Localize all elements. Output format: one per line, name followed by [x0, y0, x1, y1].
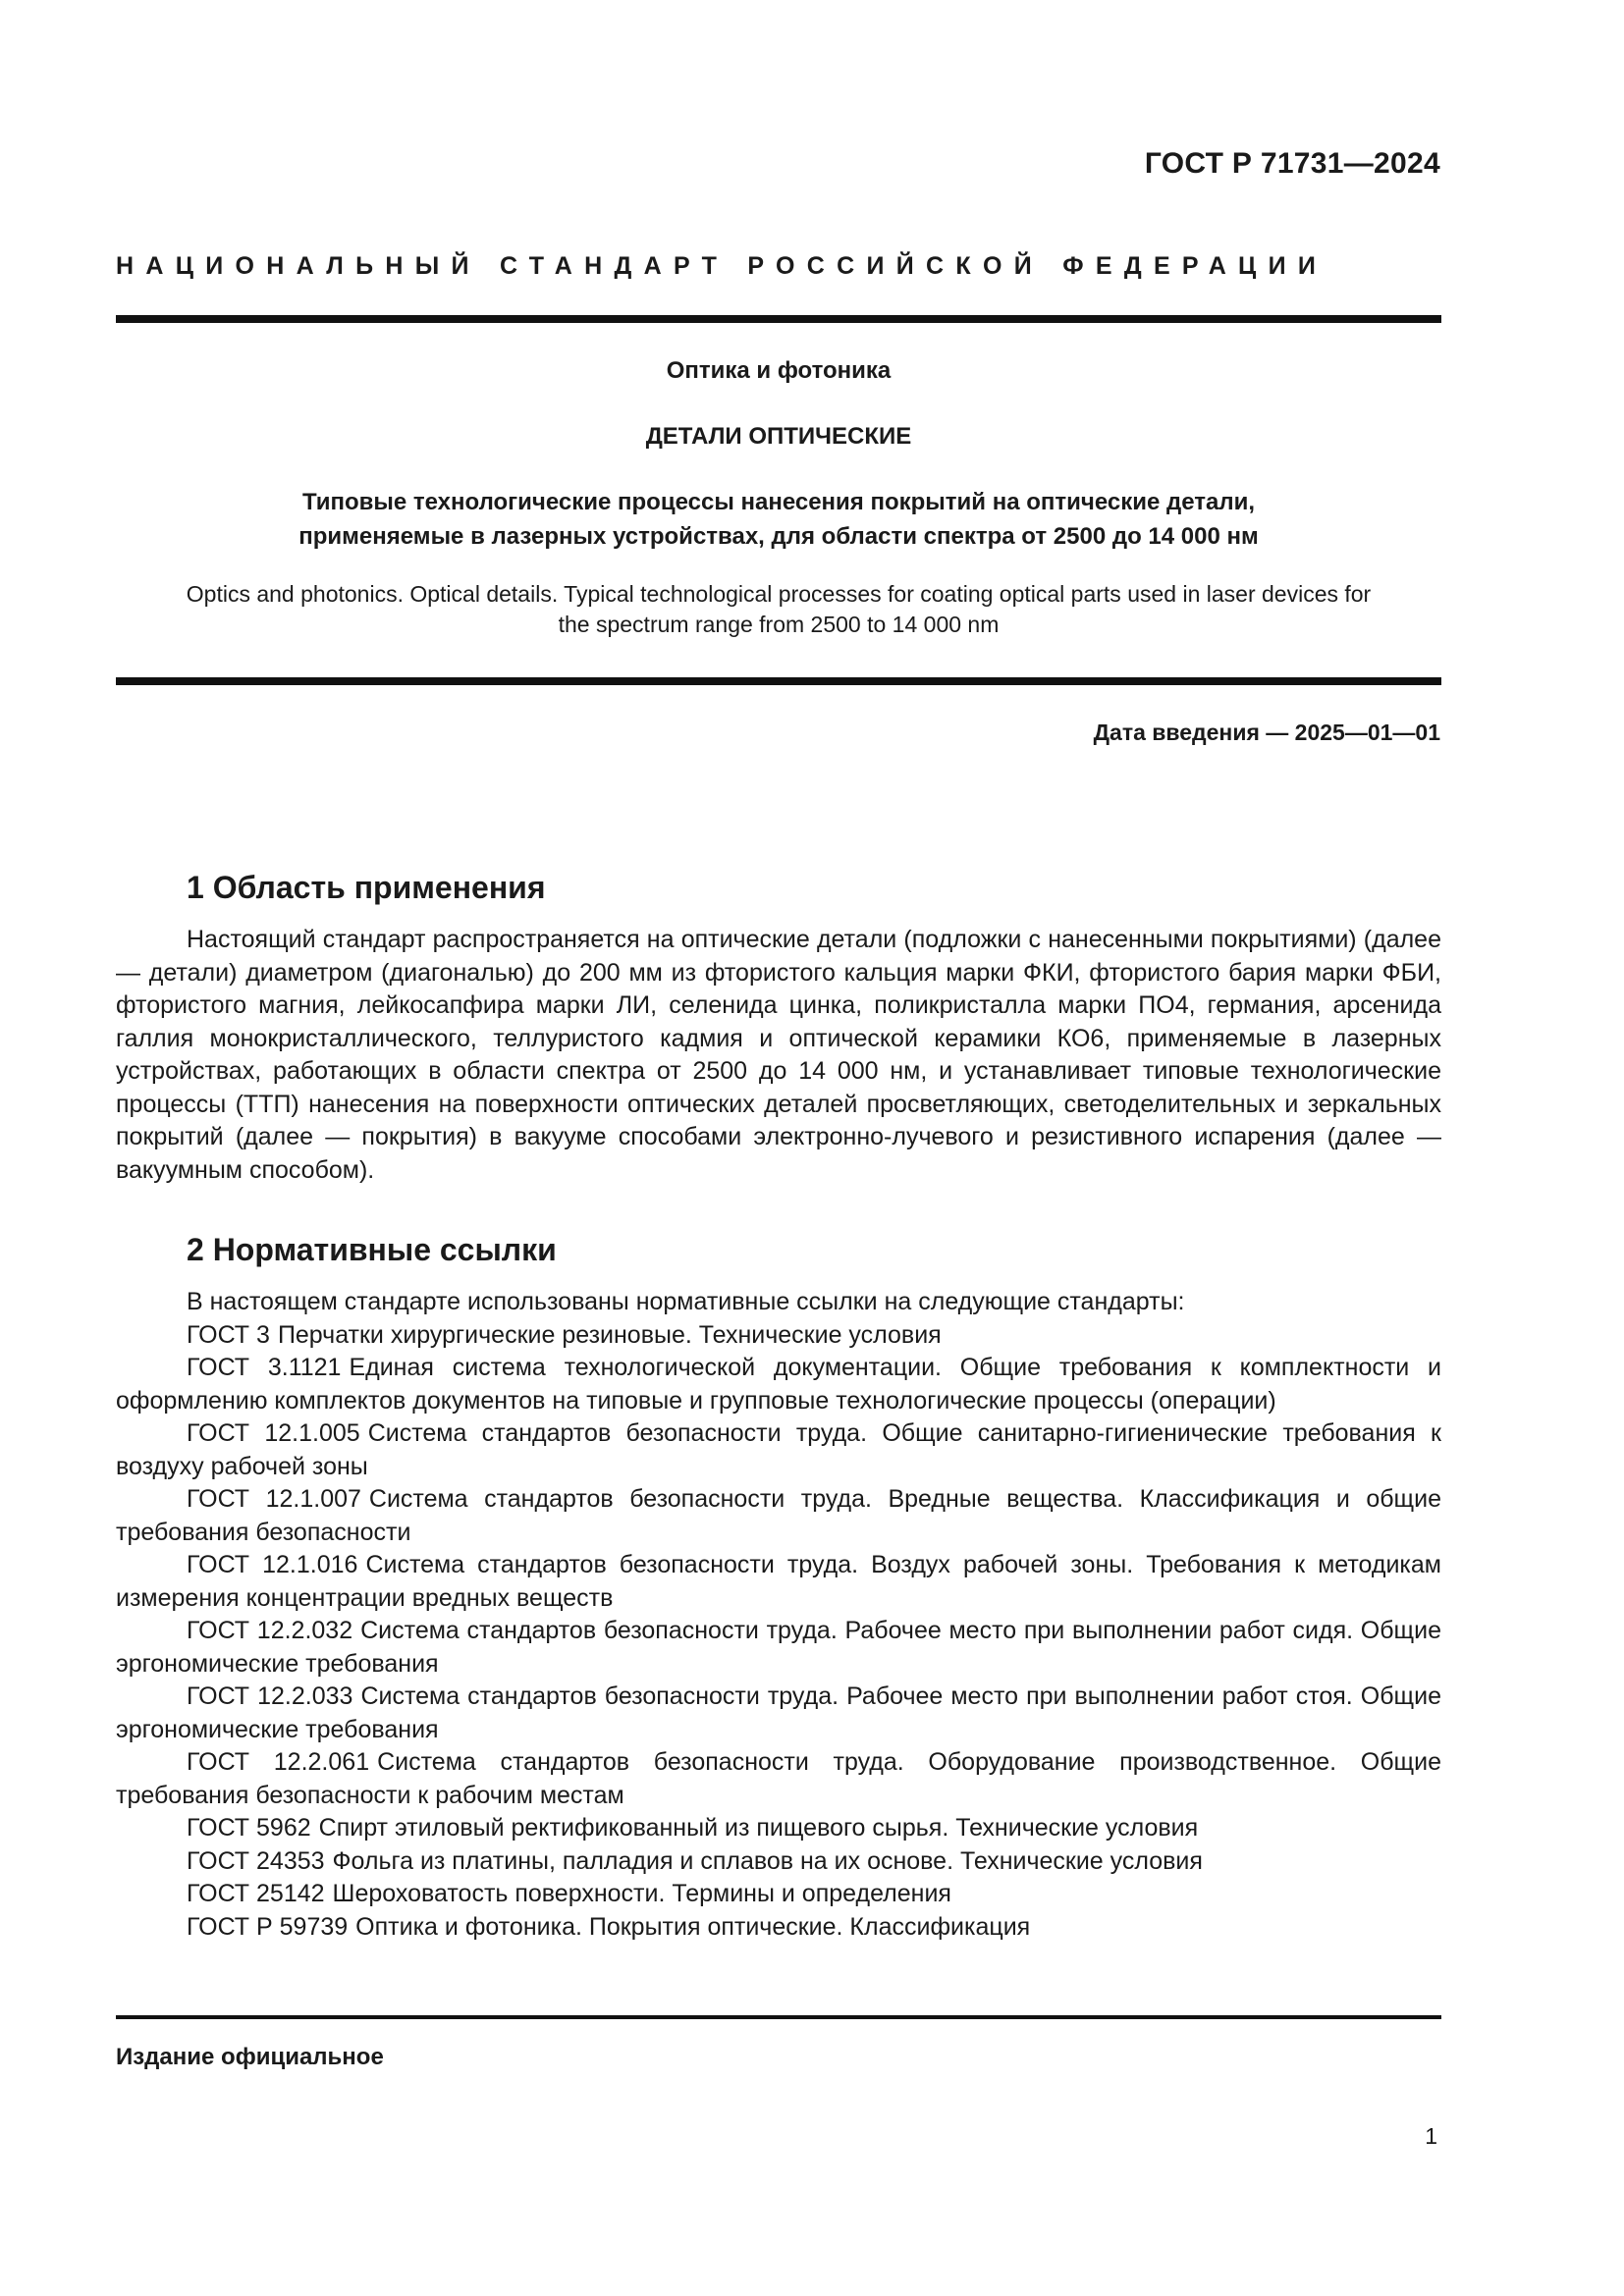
topic-heading: Оптика и фотоника	[666, 357, 892, 384]
reference-code: ГОСТ 3	[187, 1320, 270, 1349]
section-lead-paragraph: В настоящем стандарте использованы нормативные ссылки на следующие стандарты:	[187, 1288, 1185, 1315]
reference-code: ГОСТ 5962	[187, 1814, 311, 1842]
russian-title	[116, 485, 1441, 554]
reference-item	[116, 1878, 1441, 1911]
english-title-line-2: the spectrum range from 2500 to 14 000 nm	[558, 612, 1000, 637]
reference-item	[116, 1319, 1441, 1353]
footer-rule	[116, 2015, 1441, 2019]
reference-item	[116, 1352, 1441, 1417]
reference-code: ГОСТ 12.2.033	[187, 1682, 353, 1710]
page-number: 1	[1425, 2123, 1437, 2149]
document-number: ГОСТ Р 71731—2024	[1144, 147, 1440, 180]
reference-code: ГОСТ 12.2.032	[187, 1617, 353, 1644]
reference-item	[116, 1615, 1441, 1681]
russian-title-line-1: Типовые технологические процессы нанесения покрытий на оптические детали,	[301, 489, 1256, 515]
reference-item	[116, 1681, 1441, 1746]
reference-item	[116, 1483, 1441, 1549]
reference-text: Спирт этиловый ректификованный из пищевого сырья. Технические условия	[318, 1814, 1199, 1842]
introduction-date: Дата введения — 2025—01—01	[1093, 720, 1440, 745]
reference-code: ГОСТ 12.1.005	[187, 1419, 360, 1447]
english-title	[116, 579, 1441, 640]
reference-item	[116, 1549, 1441, 1615]
section-scope	[116, 870, 1441, 1187]
reference-text: Перчатки хирургические резиновые. Технические условия	[277, 1320, 942, 1349]
part-title: ДЕТАЛИ ОПТИЧЕСКИЕ	[645, 423, 912, 450]
reference-item	[116, 1746, 1441, 1812]
reference-text: Система стандартов безопасности труда. Вредные вещества. Классификация и общие требования безопасности	[116, 1485, 1441, 1546]
reference-item	[116, 1417, 1441, 1483]
reference-text: Оптика и фотоника. Покрытия оптические. Классификация	[355, 1912, 1031, 1941]
reference-code: ГОСТ 25142	[187, 1880, 325, 1907]
reference-text: Система стандартов безопасности труда. Общие санитарно-гигиенические требования к воздуху рабочей зоны	[116, 1419, 1441, 1480]
national-standard-title: НАЦИОНАЛЬНЫЙ СТАНДАРТ РОССИЙСКОЙ ФЕДЕРАЦИИ	[116, 252, 1328, 280]
reference-code: ГОСТ 3.1121	[187, 1354, 342, 1381]
section-heading: 2 Нормативные ссылки	[187, 1232, 557, 1267]
reference-item	[116, 1911, 1441, 1945]
reference-text: Фольга из платины, палладия и сплавов на их основе. Технические условия	[332, 1846, 1203, 1875]
reference-list	[116, 1319, 1441, 1945]
reference-text: Система стандартов безопасности труда. Воздух рабочей зоны. Требования к методикам измерения концентрации вредных веществ	[116, 1551, 1441, 1612]
reference-item	[116, 1812, 1441, 1845]
section-paragraph: Настоящий стандарт распространяется на оптические детали (подложки с нанесенными покрытиями) (далее — детали) диаметром (диагональю) до 200 мм из фтористого кальция марки ФКИ, фтористого бария марки ФБИ, фтористого магния, лейкосапфира марки ЛИ, селенида цинка, поликристалла марки ПО4, германия, арсенида галлия монокристаллического, теллуристого кадмия и оптической керамики КО6, применяемые в лазерных устройствах, работающих в области спектра от 2500 до 14 000 нм, и устанавливает типовые технологические процессы (ТТП) нанесения на поверхности оптических деталей просветляющих, светоделительных и зеркальных покрытий (далее — покрытия) в вакууме способами электронно-лучевого и резистивного испарения (далее — вакуумным способом).	[116, 926, 1441, 1184]
reference-code: ГОСТ 24353	[187, 1846, 325, 1875]
reference-code: ГОСТ Р 59739	[187, 1912, 349, 1941]
reference-code: ГОСТ 12.1.007	[187, 1485, 361, 1513]
top-rule	[116, 315, 1441, 323]
reference-text: Система стандартов безопасности труда. Рабочее место при выполнении работ сидя. Общие эргономические требования	[116, 1617, 1441, 1678]
reference-text: Шероховатость поверхности. Термины и определения	[332, 1880, 951, 1907]
english-title-line-1: Optics and photonics. Optical details. Typical technological processes for coating optical parts used in laser devices for	[186, 581, 1372, 607]
reference-item	[116, 1845, 1441, 1879]
official-edition-label: Издание официальное	[116, 2044, 384, 2070]
reference-code: ГОСТ 12.2.061	[187, 1748, 370, 1776]
reference-text: Система стандартов безопасности труда. Оборудование производственное. Общие требования безопасности к рабочим местам	[116, 1748, 1441, 1809]
reference-text: Единая система технологической документации. Общие требования к комплектности и оформлению комплектов документов на типовые и групповые технологические процессы (операции)	[116, 1354, 1441, 1415]
reference-code: ГОСТ 12.1.016	[187, 1551, 358, 1578]
section-normative-references	[116, 1232, 1441, 1944]
section-heading: 1 Область применения	[187, 870, 546, 905]
middle-rule	[116, 677, 1441, 685]
russian-title-line-2: применяемые в лазерных устройствах, для области спектра от 2500 до 14 000 нм	[298, 523, 1259, 550]
reference-text: Система стандартов безопасности труда. Рабочее место при выполнении работ стоя. Общие эргономические требования	[116, 1682, 1441, 1743]
